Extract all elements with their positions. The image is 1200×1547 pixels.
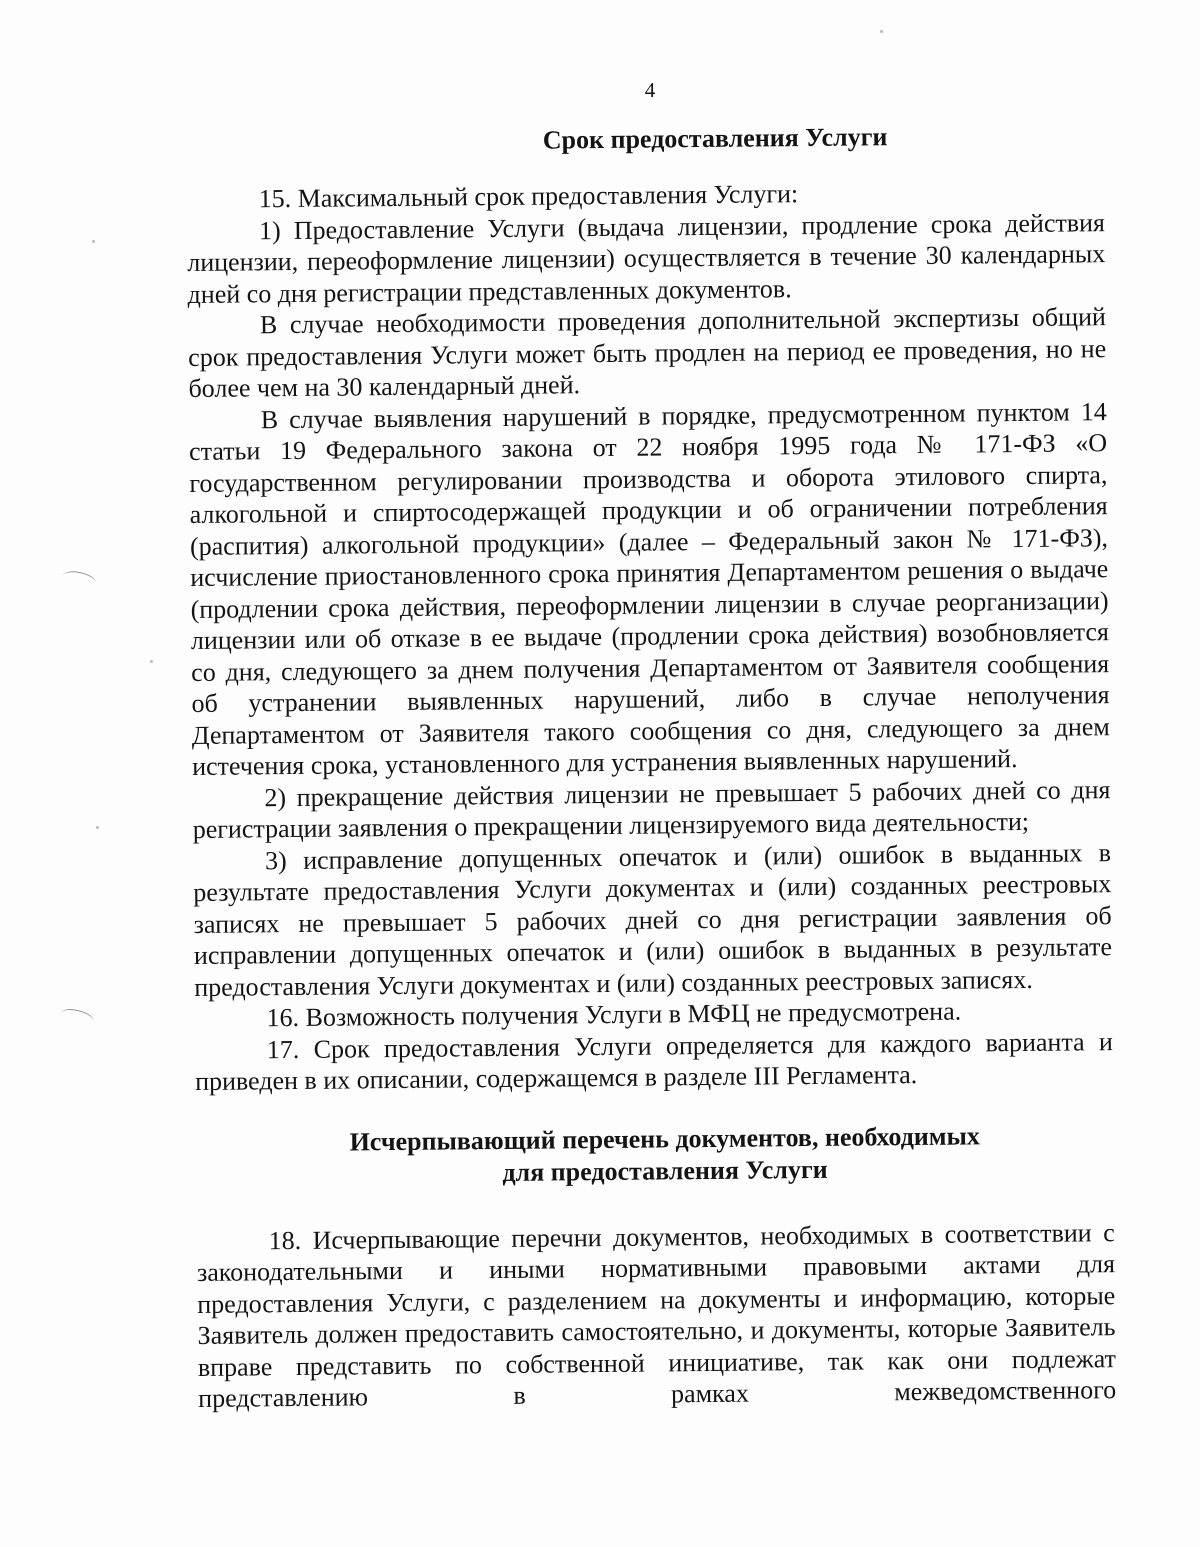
scan-speck	[92, 240, 95, 243]
paragraph-expertise-extension: В случае необходимости проведения дополнительной экспертизы общий срок предоставления Услуги может быть продлен на период ее проведения, но не более чем на 30 календарный дней.	[188, 302, 1107, 403]
paragraph-15: 15. Максимальный срок предоставления Услуги:	[258, 179, 799, 214]
paragraph-violations: В случае выявления нарушений в порядке, предусмотренном пунктом 14 статьи 19 Федерального закона от 22 ноября 1995 года № 171-ФЗ «О государственном регулировании производства и оборота этилового спирта, алкогольной и спиртосодержащей продукции и об ограничении потребления (распития) алкогольной продукции» (далее – Федеральный закон № 171-ФЗ), исчисление приостановленного срока принятия Департаментом решения о выдаче (продлении срока действия, переоформлении лицензии в случае реорганизации) лицензии или об отказе в ее выдаче (продлении срока действия) возобновляется со дня, следующего за днем получения Департаментом от Заявителя сообщения об устранении выявленных нарушений, либо в случае неполучения Департаментом от Заявителя такого сообщения со дня, следующего за днем истечения срока, установленного для устранения выявленных нарушений.	[188, 396, 1110, 781]
section-heading-line-2: для предоставления Услуги	[502, 1154, 828, 1187]
document-body	[186, 119, 1116, 1414]
paragraph-17: 17. Срок предоставления Услуги определяется для каждого варианта и приведен в их описании, содержащемся в разделе III Регламента.	[195, 1026, 1113, 1096]
paragraph-16: 16. Возможность получения Услуги в МФЦ не предусмотрена.	[266, 996, 962, 1033]
scan-speck	[150, 660, 153, 663]
scan-hole-mark	[59, 1006, 96, 1029]
section-heading-service-term: Срок предоставления Услуги	[542, 122, 888, 155]
paragraph-15-item-2: 2) прекращение действия лицензии не превышает 5 рабочих дней со дня регистрации заявления о прекращении лицензируемого вида деятельности;	[192, 774, 1111, 844]
section-heading-line-1: Исчерпывающий перечень документов, необходимых	[349, 1120, 980, 1156]
scan-speck	[880, 30, 883, 33]
paragraph-18: 18. Исчерпывающие перечни документов, необходимых в соответствии с законодательными и иными нормативными правовыми актами для предоставления Услуги, с разделением на документы и информацию, которые Заявитель должен предоставить самостоятельно, и документы, которые Заявитель вправе представить по собственной инициативе, так как они подлежат представлению в рамках межведомственного	[196, 1217, 1117, 1413]
scan-speck	[96, 826, 99, 829]
page-number: 4	[644, 78, 656, 102]
paragraph-15-item-3: 3) исправление допущенных опечаток и (или) ошибок в выданных в результате предоставления Услуги документах и (или) созданных реестровых записях не превышает 5 рабочих дней со дня регистрации заявления об исправлении допущенных опечаток и (или) ошибок в выданных в результате предоставления Услуги документах и (или) созданных реестровых записях.	[193, 837, 1113, 1002]
section-heading-documents-list	[216, 1119, 1115, 1192]
scan-hole-mark	[61, 569, 97, 591]
paragraph-15-item-1: 1) Предоставление Услуги (выдача лицензии, продление срока действия лицензии, переоформление лицензии) осуществляется в течение 30 календарных дней со дня регистрации представленных документов.	[187, 207, 1106, 309]
